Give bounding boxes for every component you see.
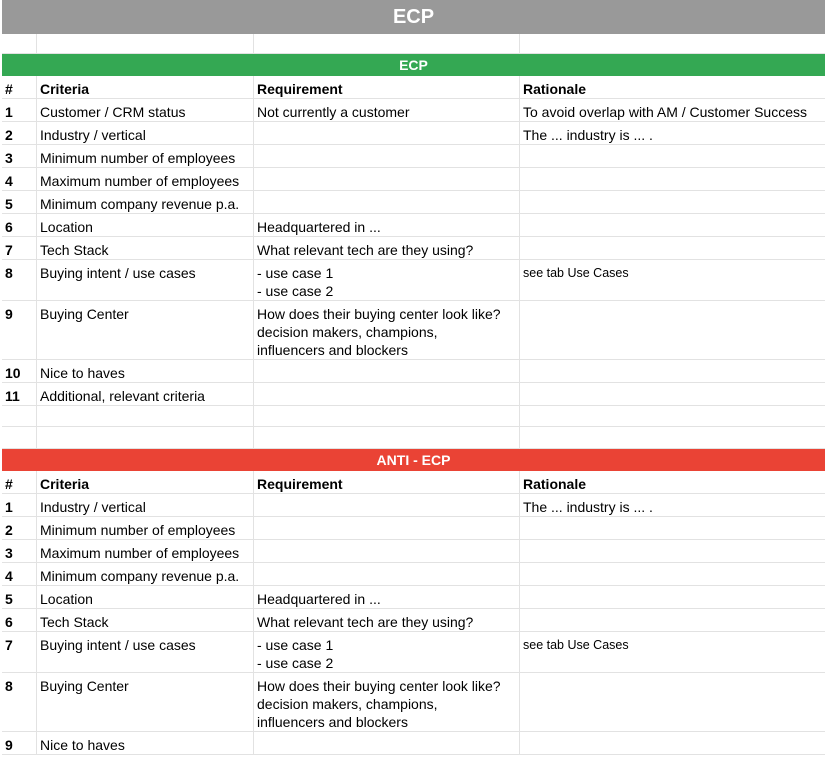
- rationale-cell[interactable]: [520, 609, 825, 631]
- empty-row[interactable]: [2, 34, 825, 54]
- rationale-cell[interactable]: [520, 237, 825, 259]
- empty-cell[interactable]: [2, 427, 37, 448]
- ecp-table-row[interactable]: [2, 191, 825, 214]
- requirement-cell[interactable]: How does their buying center look like? decision makers, champions, influencers and blockers: [254, 301, 520, 359]
- requirement-cell[interactable]: Headquartered in ...: [254, 214, 520, 236]
- ecp-column-header-row: [2, 76, 825, 99]
- requirement-cell[interactable]: - use case 1 - use case 2: [254, 632, 520, 672]
- anti-ecp-table-row[interactable]: [2, 632, 825, 673]
- rationale-cell[interactable]: [520, 301, 825, 359]
- empty-cell[interactable]: [254, 427, 520, 448]
- rationale-cell[interactable]: To avoid overlap with AM / Customer Success: [523, 104, 808, 120]
- row-number-cell[interactable]: 11: [2, 383, 37, 405]
- requirement-cell[interactable]: [254, 191, 520, 213]
- requirement-cell[interactable]: [254, 145, 520, 167]
- sheet-title[interactable]: ECP: [2, 0, 825, 34]
- criteria-cell[interactable]: Buying Center: [37, 301, 254, 359]
- row-number-cell[interactable]: 7: [2, 237, 37, 259]
- requirement-cell[interactable]: [254, 383, 520, 405]
- criteria-cell[interactable]: Nice to haves: [37, 360, 254, 382]
- rationale-cell[interactable]: see tab Use Cases: [523, 266, 629, 280]
- ecp-table-row[interactable]: [2, 214, 825, 237]
- anti-ecp-table-row[interactable]: [2, 540, 825, 563]
- criteria-cell[interactable]: Maximum number of employees: [37, 168, 254, 190]
- rationale-cell[interactable]: [520, 360, 825, 382]
- column-header-criteria[interactable]: Criteria: [37, 76, 254, 98]
- anti-ecp-table-row[interactable]: [2, 563, 825, 586]
- empty-cell[interactable]: [37, 34, 254, 53]
- criteria-cell[interactable]: Industry / vertical: [37, 122, 254, 144]
- row-number-cell[interactable]: 10: [2, 360, 37, 382]
- anti-ecp-table-row[interactable]: [2, 586, 825, 609]
- rationale-cell[interactable]: [520, 383, 825, 405]
- row-number-cell[interactable]: 3: [2, 145, 37, 167]
- empty-row[interactable]: [2, 406, 825, 427]
- criteria-cell[interactable]: Buying intent / use cases: [37, 260, 254, 300]
- empty-cell[interactable]: [2, 406, 37, 426]
- empty-cell[interactable]: [254, 406, 520, 426]
- criteria-cell[interactable]: Buying Center: [37, 673, 254, 731]
- anti-ecp-table-row[interactable]: [2, 673, 825, 732]
- ecp-table-row[interactable]: [2, 122, 825, 145]
- criteria-cell[interactable]: Minimum number of employees: [37, 145, 254, 167]
- rationale-cell[interactable]: [520, 168, 825, 190]
- rationale-cell[interactable]: [520, 673, 825, 731]
- rationale-cell[interactable]: The ... industry is ... .: [523, 127, 653, 143]
- row-number-cell[interactable]: 8: [2, 673, 37, 731]
- requirement-cell[interactable]: [254, 494, 520, 516]
- column-header-rationale[interactable]: Rationale: [523, 81, 587, 97]
- criteria-cell[interactable]: Additional, relevant criteria: [37, 383, 254, 405]
- empty-cell[interactable]: [520, 427, 825, 448]
- requirement-cell[interactable]: How does their buying center look like? decision makers, champions, influencers and blockers: [254, 673, 520, 731]
- criteria-cell[interactable]: Customer / CRM status: [37, 99, 254, 121]
- row-number-cell[interactable]: 4: [2, 563, 37, 585]
- row-number-cell[interactable]: 9: [2, 732, 37, 754]
- rationale-cell[interactable]: [520, 145, 825, 167]
- column-header-num[interactable]: #: [2, 76, 37, 98]
- ecp-section-header[interactable]: ECP: [2, 54, 825, 76]
- criteria-cell[interactable]: Location: [37, 586, 254, 608]
- empty-cell[interactable]: [520, 406, 825, 426]
- ecp-table-row[interactable]: [2, 145, 825, 168]
- row-number-cell[interactable]: 2: [2, 122, 37, 144]
- requirement-cell[interactable]: Not currently a customer: [254, 99, 520, 121]
- column-header-requirement[interactable]: Requirement: [254, 76, 520, 98]
- ecp-table-row[interactable]: [2, 237, 825, 260]
- requirement-cell[interactable]: [254, 540, 520, 562]
- column-header-rationale[interactable]: Rationale: [523, 476, 587, 492]
- row-number-cell[interactable]: 9: [2, 301, 37, 359]
- empty-cell[interactable]: [254, 34, 520, 53]
- rationale-cell[interactable]: [520, 586, 825, 608]
- column-header-requirement[interactable]: Requirement: [254, 471, 520, 493]
- rationale-cell[interactable]: The ... industry is ... .: [523, 499, 653, 515]
- row-number-cell[interactable]: 2: [2, 517, 37, 539]
- criteria-cell[interactable]: Minimum company revenue p.a.: [37, 563, 254, 585]
- ecp-table-row[interactable]: [2, 99, 825, 122]
- rationale-cell[interactable]: see tab Use Cases: [523, 638, 629, 652]
- criteria-cell[interactable]: Buying intent / use cases: [37, 632, 254, 672]
- empty-row[interactable]: [2, 427, 825, 449]
- rationale-cell[interactable]: [520, 540, 825, 562]
- rationale-cell[interactable]: [520, 191, 825, 213]
- empty-cell[interactable]: [520, 34, 825, 53]
- ecp-table-row[interactable]: [2, 168, 825, 191]
- criteria-cell[interactable]: Maximum number of employees: [37, 540, 254, 562]
- requirement-cell[interactable]: [254, 517, 520, 539]
- requirement-cell[interactable]: [254, 360, 520, 382]
- anti-ecp-table-row[interactable]: [2, 517, 825, 540]
- requirement-cell[interactable]: [254, 563, 520, 585]
- anti-ecp-table-row[interactable]: [2, 732, 825, 755]
- column-header-criteria[interactable]: Criteria: [37, 471, 254, 493]
- row-number-cell[interactable]: 6: [2, 214, 37, 236]
- row-number-cell[interactable]: 4: [2, 168, 37, 190]
- ecp-table-row[interactable]: [2, 360, 825, 383]
- criteria-cell[interactable]: Minimum number of employees: [37, 517, 254, 539]
- column-header-num[interactable]: #: [2, 471, 37, 493]
- requirement-cell[interactable]: [254, 732, 520, 754]
- empty-cell[interactable]: [2, 34, 37, 53]
- empty-cell[interactable]: [37, 427, 254, 448]
- criteria-cell[interactable]: Minimum company revenue p.a.: [37, 191, 254, 213]
- empty-cell[interactable]: [37, 406, 254, 426]
- row-number-cell[interactable]: 7: [2, 632, 37, 672]
- ecp-table-row[interactable]: [2, 301, 825, 360]
- row-number-cell[interactable]: 1: [2, 99, 37, 121]
- criteria-cell[interactable]: Industry / vertical: [37, 494, 254, 516]
- anti-ecp-column-header-row: [2, 471, 825, 494]
- requirement-cell[interactable]: Headquartered in ...: [254, 586, 520, 608]
- row-number-cell[interactable]: 3: [2, 540, 37, 562]
- rationale-cell[interactable]: [520, 517, 825, 539]
- rationale-cell[interactable]: [520, 563, 825, 585]
- row-number-cell[interactable]: 5: [2, 586, 37, 608]
- ecp-table-row[interactable]: [2, 383, 825, 406]
- criteria-cell[interactable]: Tech Stack: [37, 237, 254, 259]
- criteria-cell[interactable]: Location: [37, 214, 254, 236]
- rationale-cell[interactable]: [520, 214, 825, 236]
- criteria-cell[interactable]: Nice to haves: [37, 732, 254, 754]
- rationale-cell[interactable]: [520, 732, 825, 754]
- row-number-cell[interactable]: 8: [2, 260, 37, 300]
- anti-ecp-table-row[interactable]: [2, 609, 825, 632]
- anti-ecp-section-header[interactable]: ANTI - ECP: [2, 449, 825, 471]
- row-number-cell[interactable]: 5: [2, 191, 37, 213]
- row-number-cell[interactable]: 1: [2, 494, 37, 516]
- requirement-cell[interactable]: What relevant tech are they using?: [254, 237, 520, 259]
- requirement-cell[interactable]: [254, 122, 520, 144]
- requirement-cell[interactable]: - use case 1 - use case 2: [254, 260, 520, 300]
- anti-ecp-table-row[interactable]: [2, 494, 825, 517]
- row-number-cell[interactable]: 6: [2, 609, 37, 631]
- ecp-table-row[interactable]: [2, 260, 825, 301]
- requirement-cell[interactable]: [254, 168, 520, 190]
- criteria-cell[interactable]: Tech Stack: [37, 609, 254, 631]
- requirement-cell[interactable]: What relevant tech are they using?: [254, 609, 520, 631]
